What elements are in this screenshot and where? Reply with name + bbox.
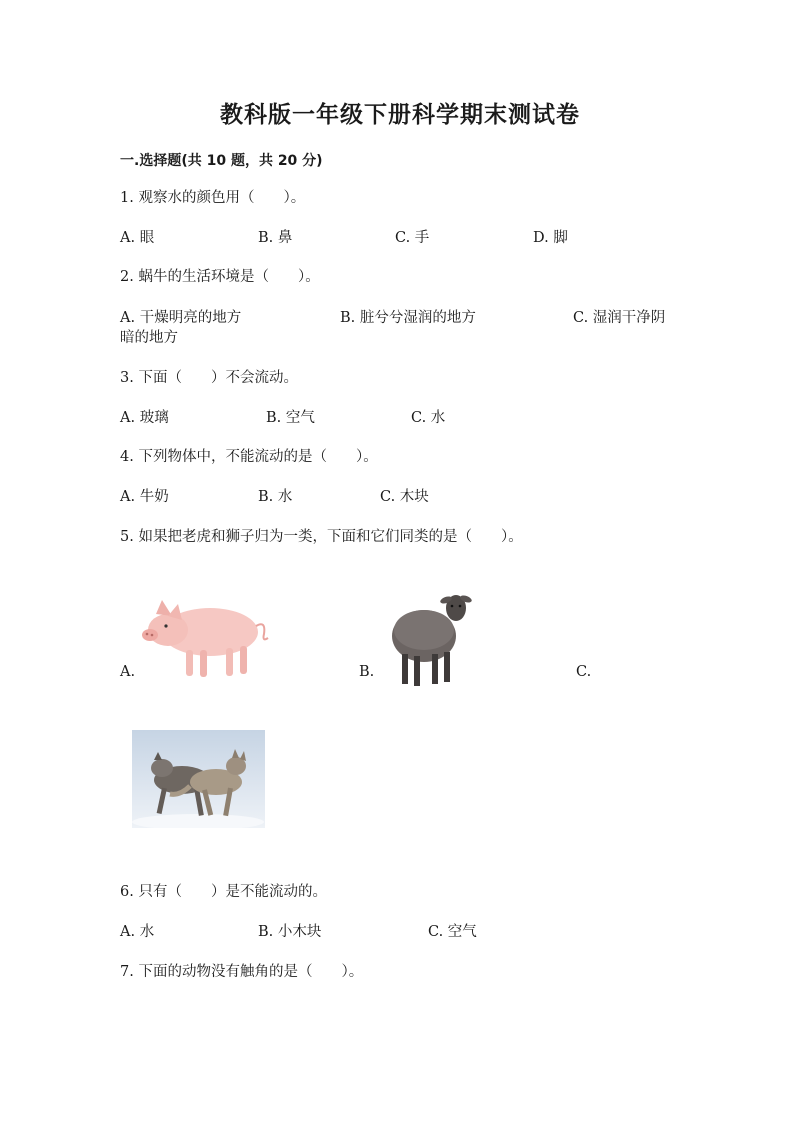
option-c: C. 手 <box>395 230 430 246</box>
option-a: A. <box>120 664 136 680</box>
option-b: B. 脏兮兮湿润的地方 <box>340 310 476 326</box>
option-a: A. 牛奶 <box>120 489 169 505</box>
question-stem: 4. 下列物体中，不能流动的是（ ）。 <box>120 449 378 465</box>
option-b: B. <box>359 664 375 680</box>
option-b: B. 鼻 <box>258 230 293 246</box>
option-b: B. 小木块 <box>258 924 322 940</box>
option-a: A. 眼 <box>120 230 155 246</box>
option-b: B. 水 <box>258 489 293 505</box>
sheep-image <box>388 590 473 688</box>
question-stem: 5. 如果把老虎和狮子归为一类，下面和它们同类的是（ ）。 <box>120 529 523 545</box>
option-c-continued: 暗的地方 <box>120 330 178 346</box>
option-c: C. 水 <box>411 410 446 426</box>
option-c: C. 空气 <box>428 924 477 940</box>
page-title: 教科版一年级下册科学期末测试卷 <box>220 102 580 128</box>
question-stem: 6. 只有（ ）是不能流动的。 <box>120 884 327 900</box>
section-heading: 一.选择题(共 10 题，共 20 分) <box>120 153 323 169</box>
option-b: B. 空气 <box>266 410 315 426</box>
question-stem: 2. 蜗牛的生活环境是（ ）。 <box>120 269 320 285</box>
option-a: A. 玻璃 <box>120 410 169 426</box>
question-stem: 3. 下面（ ）不会流动。 <box>120 370 298 386</box>
option-c: C. <box>576 664 592 680</box>
option-a: A. 水 <box>120 924 155 940</box>
option-c: C. 湿润干净阴 <box>573 310 666 326</box>
option-d: D. 脚 <box>533 230 568 246</box>
question-stem: 7. 下面的动物没有触角的是（ ）。 <box>120 964 364 980</box>
wolves-image <box>132 730 265 828</box>
pig-image <box>138 590 273 682</box>
question-stem: 1. 观察水的颜色用（ ）。 <box>120 190 306 206</box>
option-a: A. 干燥明亮的地方 <box>120 310 242 326</box>
option-c: C. 木块 <box>380 489 429 505</box>
